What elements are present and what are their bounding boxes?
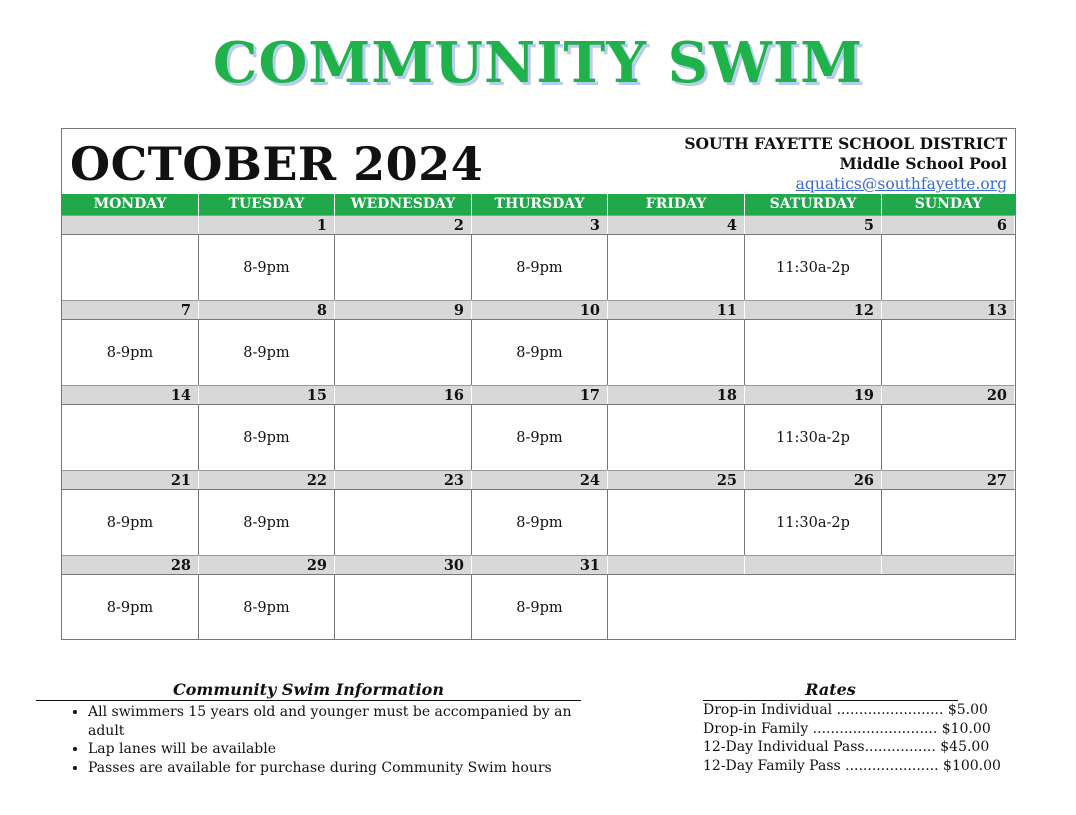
day-number: 15 bbox=[199, 385, 335, 404]
day-number: 25 bbox=[608, 470, 745, 489]
rates-list bbox=[703, 701, 1001, 775]
calendar-week bbox=[62, 215, 1015, 300]
weekday-saturday: SATURDAY bbox=[745, 194, 882, 215]
info-section bbox=[36, 680, 581, 777]
rate-item: Drop-in Family ............................ $10.00 bbox=[703, 720, 991, 737]
info-item: • Lap lanes will be available bbox=[88, 740, 581, 759]
day-number: 23 bbox=[335, 470, 472, 489]
swim-time: 8-9pm bbox=[516, 514, 563, 531]
calendar-week bbox=[62, 385, 1015, 470]
district-name: SOUTH FAYETTE SCHOOL DISTRICT bbox=[684, 134, 1007, 153]
day-number: 9 bbox=[335, 300, 472, 319]
weekday-header bbox=[62, 194, 1015, 215]
calendar-grid bbox=[62, 194, 1015, 640]
swim-time: 8-9pm bbox=[516, 599, 563, 616]
day-cell bbox=[199, 404, 335, 470]
day-cell bbox=[62, 319, 199, 385]
day-number: 16 bbox=[335, 385, 472, 404]
day-cell bbox=[62, 489, 199, 555]
day-cell bbox=[608, 234, 745, 300]
day-number: 14 bbox=[62, 385, 199, 404]
weekday-tuesday: TUESDAY bbox=[199, 194, 335, 215]
day-number: 19 bbox=[745, 385, 882, 404]
rate-item: 12-Day Family Pass ..................... $100.00 bbox=[703, 757, 1001, 774]
day-number: 30 bbox=[335, 555, 472, 574]
swim-time: 8-9pm bbox=[243, 259, 290, 276]
day-cell bbox=[335, 234, 472, 300]
calendar-week bbox=[62, 470, 1015, 555]
day-number: 7 bbox=[62, 300, 199, 319]
day-cell bbox=[199, 489, 335, 555]
day-cell bbox=[472, 319, 608, 385]
swim-time: 8-9pm bbox=[106, 599, 154, 616]
swim-time: 8-9pm bbox=[516, 259, 563, 276]
day-cell bbox=[608, 319, 745, 385]
calendar-week bbox=[62, 555, 1015, 640]
day-number: 2 bbox=[335, 215, 472, 234]
day-cell bbox=[199, 234, 335, 300]
day-cell bbox=[472, 404, 608, 470]
day-number bbox=[608, 555, 745, 574]
day-cell bbox=[472, 234, 608, 300]
weekday-monday: MONDAY bbox=[62, 194, 199, 215]
day-number: 22 bbox=[199, 470, 335, 489]
rates-title: Rates bbox=[703, 680, 958, 701]
swim-time: 11:30a-2p bbox=[776, 259, 850, 276]
day-number: 20 bbox=[882, 385, 1015, 404]
day-number: 26 bbox=[745, 470, 882, 489]
weekday-thursday: THURSDAY bbox=[472, 194, 608, 215]
day-cell bbox=[882, 234, 1015, 300]
day-number: 5 bbox=[745, 215, 882, 234]
swim-time: 11:30a-2p bbox=[776, 514, 850, 531]
month-title: OCTOBER 2024 bbox=[70, 137, 484, 191]
day-number: 8 bbox=[199, 300, 335, 319]
day-cell bbox=[608, 574, 745, 640]
day-number: 1 bbox=[199, 215, 335, 234]
day-cell bbox=[199, 574, 335, 640]
day-cell bbox=[335, 404, 472, 470]
day-number: 29 bbox=[199, 555, 335, 574]
day-cell bbox=[745, 574, 882, 640]
calendar-header bbox=[62, 129, 1015, 194]
day-number: 4 bbox=[608, 215, 745, 234]
day-cell bbox=[745, 404, 882, 470]
day-number: 3 bbox=[472, 215, 608, 234]
day-number: 17 bbox=[472, 385, 608, 404]
rates-section bbox=[703, 680, 1001, 775]
day-cell bbox=[608, 489, 745, 555]
day-number: 31 bbox=[472, 555, 608, 574]
day-cell bbox=[745, 234, 882, 300]
calendar-week bbox=[62, 300, 1015, 385]
day-cell bbox=[745, 489, 882, 555]
district-info bbox=[684, 134, 1007, 194]
day-cell bbox=[882, 574, 1015, 640]
swim-time: 8-9pm bbox=[106, 344, 154, 361]
swim-time: 8-9pm bbox=[243, 429, 290, 446]
day-number: 10 bbox=[472, 300, 608, 319]
day-cell bbox=[882, 489, 1015, 555]
info-list bbox=[36, 703, 581, 777]
day-number bbox=[62, 215, 199, 234]
day-number bbox=[882, 555, 1015, 574]
day-cell bbox=[335, 489, 472, 555]
day-number: 12 bbox=[745, 300, 882, 319]
swim-time: 8-9pm bbox=[243, 344, 290, 361]
day-cell bbox=[335, 319, 472, 385]
page-title: COMMUNITY SWIM bbox=[212, 30, 864, 96]
swim-time: 8-9pm bbox=[243, 514, 290, 531]
swim-time: 8-9pm bbox=[243, 599, 290, 616]
day-cell bbox=[199, 319, 335, 385]
day-number: 11 bbox=[608, 300, 745, 319]
weekday-sunday: SUNDAY bbox=[914, 196, 983, 212]
calendar bbox=[61, 128, 1016, 640]
day-number: 27 bbox=[882, 470, 1015, 489]
day-number: 24 bbox=[472, 470, 608, 489]
pool-location: Middle School Pool bbox=[839, 154, 1007, 173]
day-number: 18 bbox=[608, 385, 745, 404]
day-cell bbox=[882, 319, 1015, 385]
day-cell bbox=[608, 404, 745, 470]
swim-time: 11:30a-2p bbox=[776, 429, 850, 446]
day-cell bbox=[472, 574, 608, 640]
info-title: Community Swim Information bbox=[36, 680, 581, 701]
day-cell bbox=[335, 574, 472, 640]
day-cell bbox=[745, 319, 882, 385]
weekday-friday: FRIDAY bbox=[608, 194, 745, 215]
day-cell bbox=[882, 404, 1015, 470]
day-number: 21 bbox=[62, 470, 199, 489]
day-cell bbox=[62, 404, 199, 470]
rate-item: 12-Day Individual Pass................ $45.00 bbox=[703, 739, 990, 755]
day-cell bbox=[472, 489, 608, 555]
day-cell bbox=[62, 234, 199, 300]
swim-time: 8-9pm bbox=[516, 344, 563, 361]
swim-time: 8-9pm bbox=[106, 514, 154, 531]
day-number bbox=[745, 555, 882, 574]
day-number: 6 bbox=[882, 215, 1015, 234]
day-cell bbox=[62, 574, 199, 640]
weekday-wednesday: WEDNESDAY bbox=[335, 194, 472, 215]
day-number: 13 bbox=[882, 300, 1015, 319]
rate-item: Drop-in Individual ........................ $5.00 bbox=[703, 702, 988, 718]
day-number: 28 bbox=[62, 555, 199, 574]
info-item: • All swimmers 15 years old and younger must be accompanied by an adult bbox=[88, 703, 581, 740]
info-item: • Passes are available for purchase during Community Swim hours bbox=[88, 759, 581, 778]
email-link[interactable]: aquatics@southfayette.org bbox=[795, 175, 1007, 193]
swim-time: 8-9pm bbox=[516, 429, 563, 446]
